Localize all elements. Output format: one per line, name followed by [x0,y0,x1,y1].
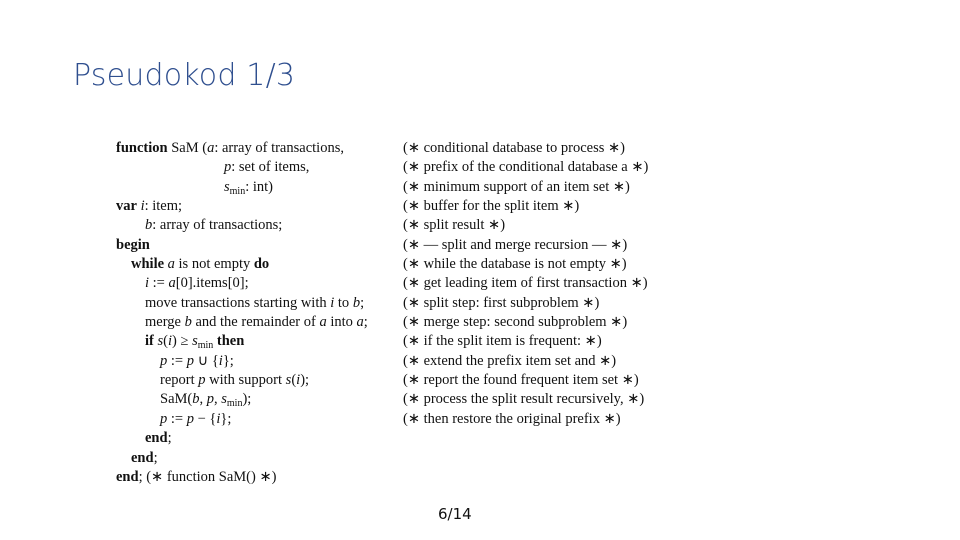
code-statement [116,139,344,158]
code-statement [160,371,309,390]
code-token: ( [291,372,297,389]
code-line [116,216,696,235]
code-token: report [160,372,199,389]
keyword: end [116,468,139,485]
code-line [116,449,696,468]
code-statement [131,255,269,274]
code-statement [145,294,364,313]
keyword: function [116,140,168,156]
code-token: : int) [245,178,274,195]
code-line [116,410,696,429]
code-token: move transactions starting with [145,294,331,311]
code-token: , [199,391,207,408]
code-token: , [213,391,222,408]
code-statement [224,158,309,177]
code-token: − { [193,410,217,427]
code-token: into [326,314,357,331]
code-statement [145,332,244,351]
code-token: p [224,159,232,176]
code-token: b [145,217,153,234]
code-line [116,294,696,313]
code-line [116,158,696,177]
code-comment: (∗ if the split item is frequent: ∗) [403,333,602,350]
code-comment: (∗ report the found frequent item set ∗) [403,372,639,389]
code-line [116,236,696,255]
code-statement [160,352,234,371]
page-number: 6/14 [438,505,472,523]
code-comment: (∗ then restore the original prefix ∗) [403,410,621,427]
code-token: is not empty [174,256,254,273]
code-token: ; (∗ function SaM() ∗) [138,468,277,485]
code-token: merge [145,314,185,331]
code-token: s [157,333,164,350]
code-token: ∪ { [193,352,219,369]
code-token: ( [163,333,168,350]
code-token: p [160,352,168,369]
code-line [116,313,696,332]
code-statement [145,313,368,332]
code-token: ; [363,314,368,331]
code-line [116,139,696,158]
code-token: ; [153,449,158,466]
code-statement [160,390,251,409]
code-line [116,429,696,448]
code-token: and the remainder of [191,314,320,331]
code-token: b [192,391,200,408]
code-token: i [145,275,150,292]
code-token: a [207,140,215,156]
code-token: SaM( [160,391,193,408]
code-statement [145,274,249,293]
code-line [116,371,696,390]
code-statement [224,178,273,197]
code-token: ; [360,294,365,311]
keyword: var [116,198,137,215]
code-comment: (∗ process the split result recursively, ∗) [403,391,645,408]
code-comment: (∗ conditional database to process ∗) [403,140,625,156]
code-token: : item; [144,198,183,215]
code-token: : array of transactions, [214,140,344,156]
code-comment: (∗ merge step: second subproblem ∗) [403,314,628,331]
code-comment: (∗ buffer for the split item ∗) [403,198,580,215]
code-token: ; [167,430,172,447]
code-statement [145,429,172,448]
keyword: while [131,256,165,273]
code-comment: (∗ get leading item of first transaction ∗) [403,275,648,292]
code-token: i [330,294,335,311]
code-token: := [167,410,187,427]
code-token: ) ≥ [172,333,193,350]
code-token: s [192,333,198,350]
code-token: i [296,372,301,389]
code-line [116,332,696,351]
code-token: with support [205,372,286,389]
code-statement [116,236,150,255]
code-token: p [160,410,168,427]
code-token: : set of items, [231,159,310,176]
code-comment: (∗ while the database is not empty ∗) [403,256,627,273]
code-token: p [186,410,194,427]
code-token: i [216,410,221,427]
code-token: i [140,198,145,215]
code-token: b [184,314,192,331]
code-token: [0].items[0]; [175,275,249,292]
code-comment: (∗ split result ∗) [403,217,506,234]
code-token: := [149,275,169,292]
code-token: : array of transactions; [152,217,283,234]
code-token: }; [220,410,232,427]
code-token: a [168,275,176,292]
code-token: ); [300,372,310,389]
code-token: p [186,352,194,369]
code-comment: (∗ — split and merge recursion — ∗) [403,236,628,253]
code-statement [131,449,158,468]
code-comment: (∗ split step: first subproblem ∗) [403,294,600,311]
code-token: min [229,185,246,197]
code-token: a [319,314,327,331]
code-statement [116,197,182,216]
code-line [116,274,696,293]
keyword: end [145,430,168,447]
code-line [116,390,696,409]
keyword: begin [116,236,150,253]
code-line [116,178,696,197]
pseudocode-block [116,139,696,487]
code-token: to [334,294,353,311]
code-token: s [221,391,227,408]
code-token: i [167,333,173,350]
code-statement [160,410,231,429]
code-token: b [352,294,361,311]
code-statement [116,468,276,487]
code-token: s [285,372,292,389]
keyword: end [131,449,154,466]
code-token: a [356,314,364,331]
code-comment: (∗ prefix of the conditional database a ∗) [403,159,649,176]
keyword: do [253,256,270,273]
code-token: SaM ( [167,140,208,156]
code-comment: (∗ minimum support of an item set ∗) [403,178,630,195]
code-token: := [167,352,187,369]
code-token: s [224,178,230,195]
code-line [116,197,696,216]
code-line [116,352,696,371]
keyword: then [216,333,245,350]
code-token: min [197,340,214,352]
code-token: i [218,352,223,369]
code-line [116,255,696,274]
keyword: if [145,333,154,350]
code-token: a [167,256,175,273]
code-token: p [206,391,214,408]
code-token: ); [242,391,252,408]
code-comment: (∗ extend the prefix item set and ∗) [403,352,617,369]
code-token: }; [222,352,234,369]
code-token: min [226,398,243,410]
code-line [116,468,696,487]
code-statement [145,216,282,235]
slide-title: Pseudokod 1/3 [73,58,296,93]
code-token: p [198,372,206,389]
